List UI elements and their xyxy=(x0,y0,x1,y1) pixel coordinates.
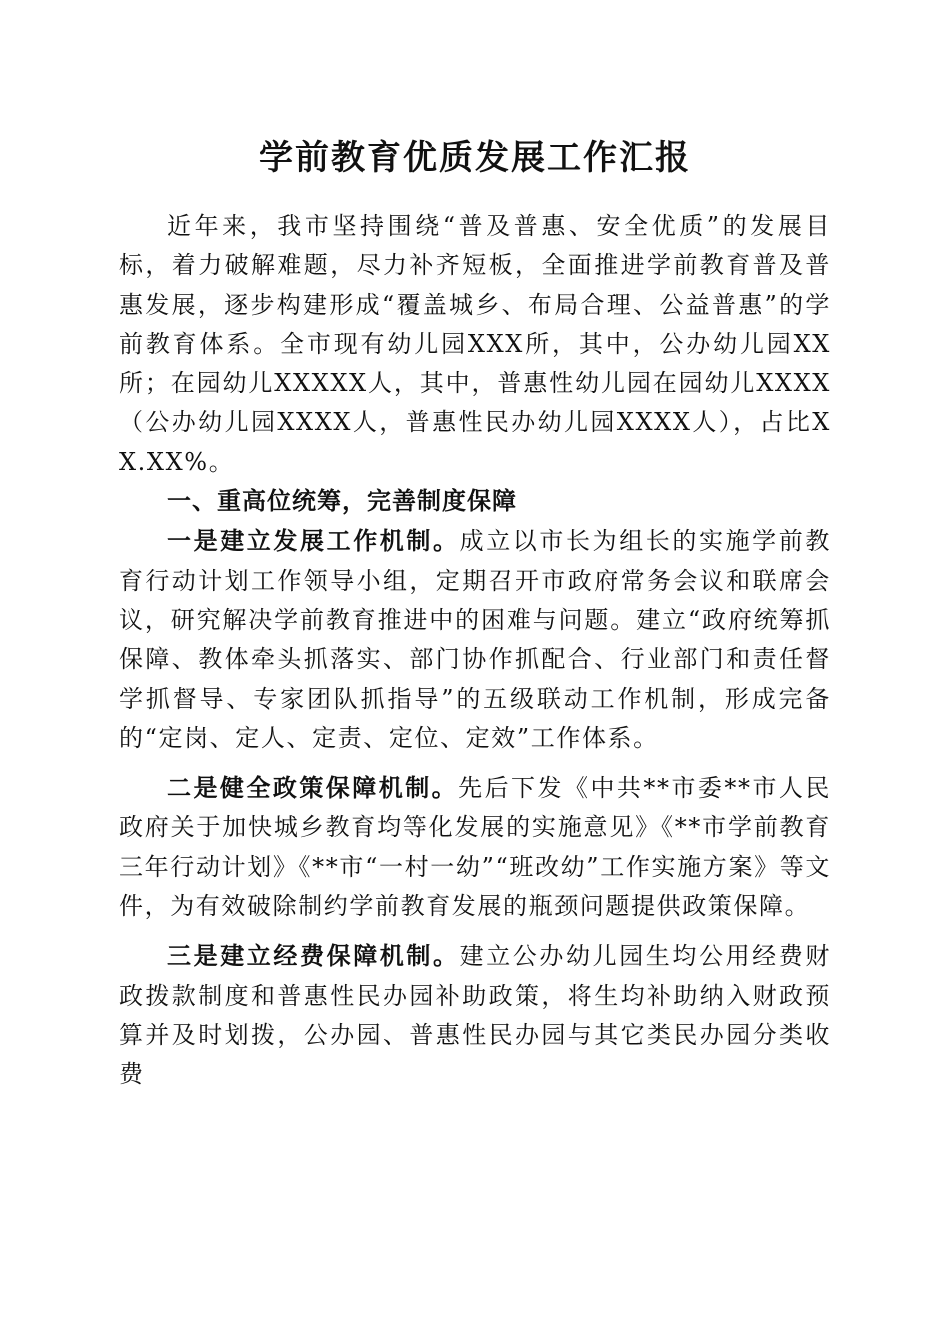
document-body xyxy=(119,207,831,1095)
intro-paragraph: 近年来，我市坚持围绕“普及普惠、安全优质”的发展目标，着力破解难题，尽力补齐短板，全面推进学前教育普及普惠发展，逐步构建形成“覆盖城乡、布局合理、公益普惠”的学前教育体系。全市现有幼儿园XXX所，其中，公办幼儿园XX所；在园幼儿XXXXX人，其中，普惠性幼儿园在园幼儿XXXX（公办幼儿园XXXX人，普惠性民办幼儿园XXXX人），占比XX.XX%。 xyxy=(119,212,831,476)
item-lead-1: 一是建立发展工作机制。 xyxy=(167,526,460,556)
section-heading-1: 一、重高位统筹，完善制度保障 xyxy=(167,487,517,516)
item-text-1: 成立以市长为组长的实施学前教育行动计划工作领导小组，定期召开市政府常务会议和联席会议，研究解决学前教育推进中的困难与问题。建立“政府统筹抓保障、教体牵头抓落实、部门协作抓配合、行业部门和责任督学抓督导、专家团队抓指导”的五级联动工作机制，形成完备的“定岗、定人、定责、定位、定效”工作体系。 xyxy=(119,527,831,752)
document-title: 学前教育优质发展工作汇报 xyxy=(259,138,691,178)
item-text-3: 建立公办幼儿园生均公用经费财政拨款制度和普惠性民办园补助政策，将生均补助纳入财政预算并及时划拨，公办园、普惠性民办园与其它类民办园分类收费 xyxy=(119,942,831,1089)
item-text-2: 先后下发《中共**市委**市人民政府关于加快城乡教育均等化发展的实施意见》《**市学前教育三年行动计划》《**市“一村一幼”“班改幼”工作实施方案》等文件，为有效破除制约学前教育发展的瓶颈问题提供政策保障。 xyxy=(119,774,831,921)
item-lead-3: 三是建立经费保障机制。 xyxy=(167,941,460,971)
item-lead-2: 二是健全政策保障机制。 xyxy=(167,773,459,803)
item-paragraph-2 xyxy=(119,768,831,926)
item-paragraph-1 xyxy=(119,521,831,758)
item-paragraph-3 xyxy=(119,936,831,1094)
